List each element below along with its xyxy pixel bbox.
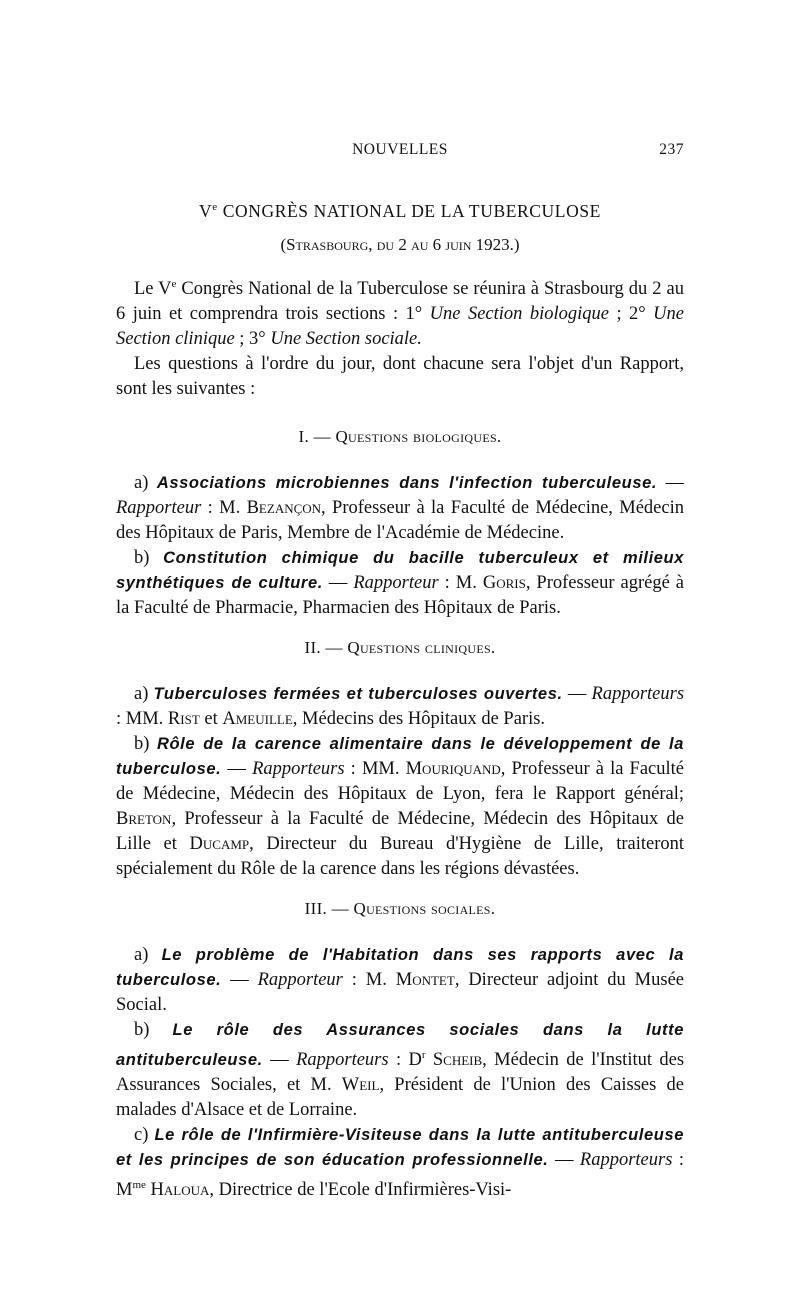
article-title: Ve CONGRÈS NATIONAL DE LA TUBERCULOSE: [199, 200, 601, 221]
intro-paragraph-2: Les questions à l'ordre du jour, dont chacune sera l'objet d'un Rapport, sont les suivantes :: [116, 354, 684, 400]
page-number: 237: [659, 141, 684, 158]
item-1a: a) Associations microbiennes dans l'infection tuberculeuse. — Rapporteur : M. Bezançon, Professeur à la Faculté de Médecine, Médecin des Hôpitaux de Paris, Membre de l'Académie de Médecine.: [116, 473, 685, 544]
article-subtitle: (Strasbourg, du 2 au 6 juin 1923.): [280, 235, 520, 254]
item-1b: b) Constitution chimique du bacille tuberculeux et milieux synthétiques de culture. — Rapporteur : M. Goris, Professeur agrégé à la Faculté de Pharmacie, Pharmacien des Hôpitaux de Paris.: [116, 548, 685, 619]
section-heading-sociales: III. — Questions sociales.: [304, 899, 496, 919]
article-body: [116, 190, 684, 1203]
item-2b: b) Rôle de la carence alimentaire dans le développement de la tuberculose. — Rapporteurs : MM. Mouriquand, Professeur à la Faculté de Médecine, Médecin des Hôpitaux de Lyon, fera le Rapport général; Breton, Professeur à la Faculté de Médecine, Médecin des Hôpitaux de Lille et Ducamp, Directeur du Bureau d'Hygiène de Lille, traiteront spécialement du Rôle de la carence dans les régions dévastées.: [116, 734, 685, 880]
running-head: [116, 141, 684, 163]
section-heading-biologiques: I. — Questions biologiques.: [298, 427, 502, 447]
running-head-title: NOUVELLES: [352, 141, 448, 158]
item-2a: a) Tuberculoses fermées et tuberculoses ouvertes. — Rapporteurs : MM. Rist et Ameuille, Médecins des Hôpitaux de Paris.: [116, 684, 685, 730]
item-3c: c) Le rôle de l'Infirmière-Visiteuse dans la lutte antituberculeuse et les principes de son éducation professionnelle. — Rapporteurs : $M^{me}$ Haloua, Directrice de l'Ecole d'Infirmières-Visi-: [116, 1125, 685, 1201]
item-3b: b) Le rôle des Assurances sociales dans la lutte antituberculeuse. — Rapporteurs : $D^r$ Scheib, Médecin de l'Institut des Assurances Sociales, et M. Weil, Président de l'Union des Caisses de malades d'Alsace et de Lorraine.: [116, 1020, 685, 1121]
intro-paragraph: Le Ve Congrès National de la Tuberculose se réunira à Strasbourg du 2 au 6 juin et comprendra trois sections : 1° Une Section biologique ; 2° Une Section clinique ; 3° Une Section sociale.: [116, 278, 684, 350]
section-heading-cliniques: II. — Questions cliniques.: [304, 638, 496, 658]
item-3a: a) Le problème de l'Habitation dans ses rapports avec la tuberculose. — Rapporteur : M. Montet, Directeur adjoint du Musée Social.: [116, 945, 685, 1016]
